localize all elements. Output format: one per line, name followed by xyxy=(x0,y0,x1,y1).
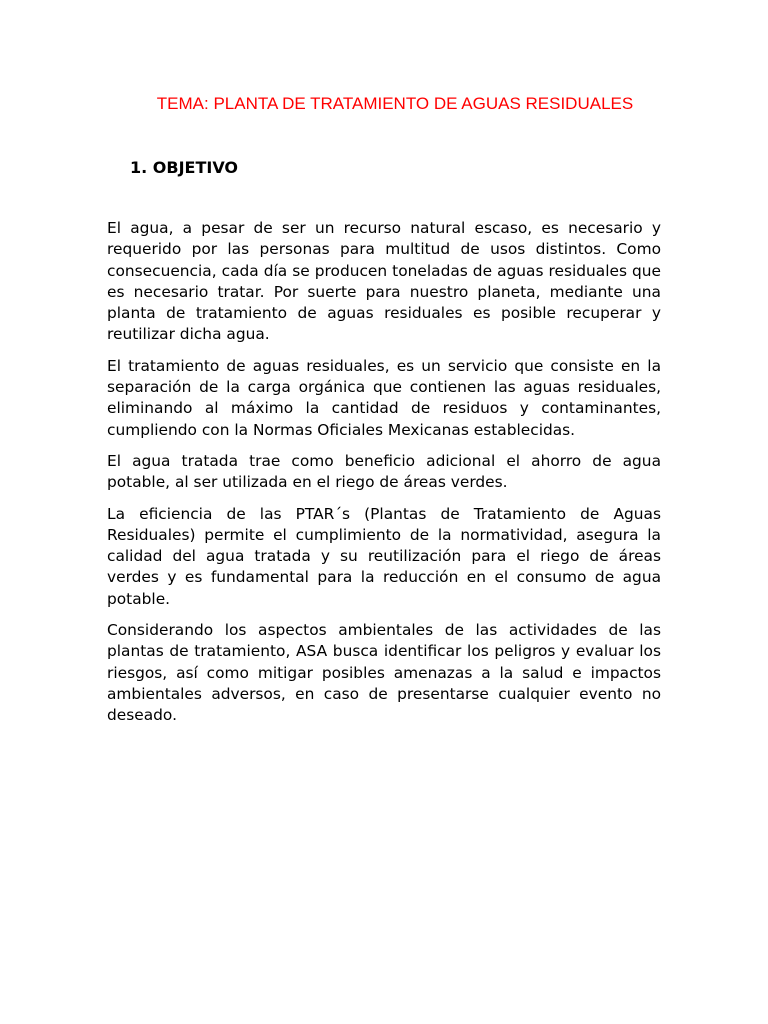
paragraph: El agua, a pesar de ser un recurso natural escaso, es necesario y requerido por las personas para multitud de usos distintos. Como consecuencia, cada día se producen toneladas de aguas residuales que es necesario tratar. Por suerte para nuestro planeta, mediante una planta de tratamiento de aguas residuales es posible recuperar y reutilizar dicha agua. xyxy=(107,219,661,344)
paragraph: La eficiencia de las PTAR´s (Plantas de Tratamiento de Aguas Residuales) permite el cumplimiento de la normatividad, asegura la calidad del agua tratada y su reutilización para el riego de áreas verdes y es fundamental para la reducción en el consumo de agua potable. xyxy=(107,504,661,608)
body-text xyxy=(107,218,661,737)
section-heading: 1. OBJETIVO xyxy=(130,158,239,177)
paragraph: El agua tratada trae como beneficio adicional el ahorro de agua potable, al ser utilizada en el riego de áreas verdes. xyxy=(107,451,661,492)
document-title: TEMA: PLANTA DE TRATAMIENTO DE AGUAS RESIDUALES xyxy=(156,94,634,113)
paragraph: Considerando los aspectos ambientales de las actividades de las plantas de tratamiento, ASA busca identificar los peligros y evaluar los riesgos, así como mitigar posibles amenazas a la salud e impactos ambientales adversos, en caso de presentarse cualquier evento no deseado. xyxy=(107,621,661,725)
paragraph: El tratamiento de aguas residuales, es un servicio que consiste en la separación de la carga orgánica que contienen las aguas residuales, eliminando al máximo la cantidad de residuos y contaminantes, cumpliendo con la Normas Oficiales Mexicanas establecidas. xyxy=(107,356,661,439)
